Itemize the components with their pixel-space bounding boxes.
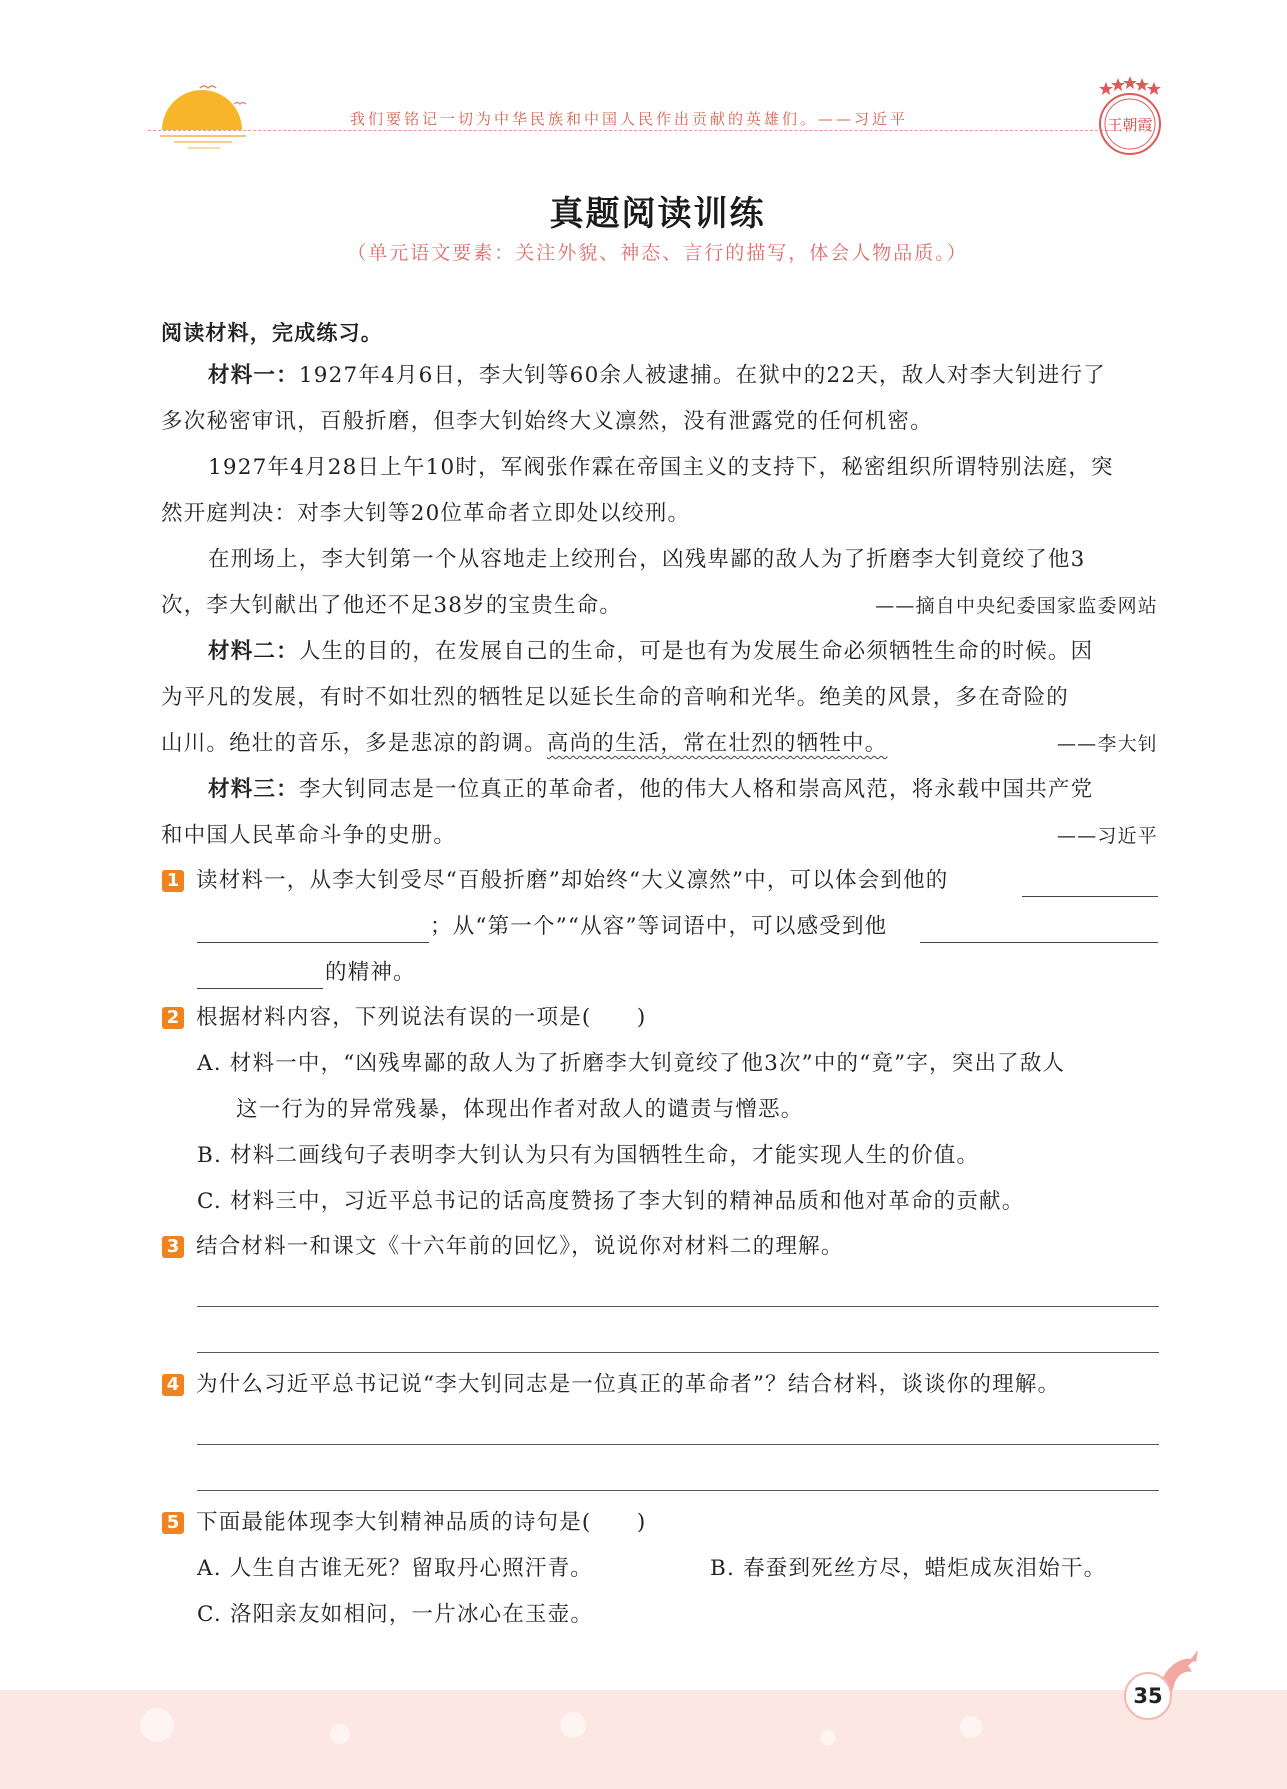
footer-bubble <box>330 1724 350 1744</box>
footer-bubble <box>960 1716 982 1738</box>
material1-line6: 次，李大钊献出了他还不足38岁的宝贵生命。 <box>161 593 623 618</box>
q2-option-a-line1[interactable]: A. 材料一中，“凶残卑鄙的敌人为了折磨李大钊竟绞了他3次”中的“竟”字，突出了敌人 <box>197 1051 1066 1076</box>
material2-line1: 材料二：人生的目的，在发展自己的生命，可是也有为发展生命必须牺牲生命的时候。因 <box>208 639 1094 664</box>
question-4-stem: 为什么习近平总书记说“李大钊同志是一位真正的革命者”？结合材料，谈谈你的理解。 <box>196 1372 1061 1397</box>
material1-source: ——摘自中央纪委国家监委网站 <box>875 595 1158 617</box>
q1-blank-3[interactable] <box>920 942 1158 943</box>
material3-label: 材料三： <box>208 777 299 802</box>
question-5-number: 5 <box>162 1512 184 1534</box>
page-number: 35 <box>1124 1672 1172 1720</box>
material1-line5: 在刑场上，李大钊第一个从容地走上绞刑台，凶残卑鄙的敌人为了折磨李大钊竟绞了他3 <box>208 547 1086 572</box>
question-3-stem: 结合材料一和课文《十六年前的回忆》，说说你对材料二的理解。 <box>196 1234 844 1259</box>
sunset-decoration <box>150 78 260 154</box>
question-1-line3: 的精神。 <box>325 960 416 985</box>
question-1-line1: 读材料一，从李大钊受尽“百般折磨”却始终“大义凛然”中，可以体会到他的 <box>196 868 949 893</box>
q2-option-c[interactable]: C. 材料三中，习近平总书记的话高度赞扬了李大钊的精神品质和他对革命的贡献。 <box>197 1189 1025 1214</box>
footer-bubble <box>560 1712 586 1738</box>
page-subtitle: （单元语文要素：关注外貌、神态、言行的描写，体会人物品质。） <box>347 242 968 264</box>
q1-blank-2[interactable] <box>197 942 429 943</box>
q5-option-b[interactable]: B. 春蚕到死丝方尽，蜡炬成灰泪始干。 <box>710 1556 1107 1581</box>
footer-bubble <box>140 1708 174 1742</box>
material2-source: ——李大钊 <box>1056 733 1158 755</box>
material3-line1: 材料三：李大钊同志是一位真正的革命者，他的伟大人格和崇高风范，将永载中国共产党 <box>208 777 1094 802</box>
material1-line3: 1927年4月28日上午10时，军阀张作霖在帝国主义的支持下，秘密组织所谓特别法庭，突 <box>208 455 1114 480</box>
question-2-number: 2 <box>162 1007 184 1029</box>
q2-option-a-line2: 这一行为的异常残暴，体现出作者对敌人的谴责与憎恶。 <box>236 1097 804 1122</box>
q1-blank-1[interactable] <box>1022 896 1158 897</box>
material1-line1: 材料一：1927年4月6日，李大钊等60余人被逮捕。在狱中的22天，敌人对李大钊进行了 <box>208 363 1106 388</box>
material1-label: 材料一： <box>208 363 299 388</box>
q3-answer-line-2[interactable] <box>197 1352 1159 1353</box>
svg-text:王朝霞: 王朝霞 <box>1107 116 1153 134</box>
question-3-number: 3 <box>162 1236 184 1258</box>
q5-option-a[interactable]: A. 人生自古谁无死？留取丹心照汗青。 <box>197 1556 593 1581</box>
q1-blank-4[interactable] <box>197 988 323 989</box>
material1-line2: 多次秘密审讯，百般折磨，但李大钊始终大义凛然，没有泄露党的任何机密。 <box>161 409 933 434</box>
question-4-number: 4 <box>162 1374 184 1396</box>
material3-source: ——习近平 <box>1056 825 1158 847</box>
material3-line2: 和中国人民革命斗争的史册。 <box>161 823 457 848</box>
q4-answer-line-2[interactable] <box>197 1490 1159 1491</box>
q5-option-c[interactable]: C. 洛阳亲友如相问，一片冰心在玉壶。 <box>197 1602 594 1627</box>
instruction: 阅读材料，完成练习。 <box>161 321 383 345</box>
header-motto: 我们要铭记一切为中华民族和中国人民作出贡献的英雄们。——习近平 <box>350 110 909 128</box>
question-1-number: 1 <box>162 870 184 892</box>
material2-line3: 山川。绝壮的音乐，多是悲凉的韵调。高尚的生活，常在壮烈的牺牲中。 <box>161 731 888 756</box>
q4-answer-line-1[interactable] <box>197 1444 1159 1445</box>
material1-line4: 然开庭判决：对李大钊等20位革命者立即处以绞刑。 <box>161 501 691 526</box>
underlined-sentence: 高尚的生活，常在壮烈的牺牲中。 <box>546 731 888 756</box>
question-2-stem: 根据材料内容，下列说法有误的一项是( ) <box>196 1005 647 1030</box>
material2-line2: 为平凡的发展，有时不如壮烈的牺牲足以延长生命的音响和光华。绝美的风景，多在奇险的 <box>161 685 1070 710</box>
page-title: 真题阅读训练 <box>549 194 766 234</box>
footer-band <box>0 1690 1287 1789</box>
material2-label: 材料二： <box>208 639 299 664</box>
q2-option-b[interactable]: B. 材料二画线句子表明李大钊认为只有为国牺牲生命，才能实现人生的价值。 <box>197 1143 980 1168</box>
footer-bubble <box>820 1730 836 1746</box>
question-5-stem: 下面最能体现李大钊精神品质的诗句是( ) <box>196 1510 647 1535</box>
header-divider <box>148 130 1108 131</box>
publisher-logo-icon <box>1092 74 1168 164</box>
q3-answer-line-1[interactable] <box>197 1306 1159 1307</box>
question-1-line2: ；从“第一个”“从容”等词语中，可以感受到他 <box>430 914 888 939</box>
